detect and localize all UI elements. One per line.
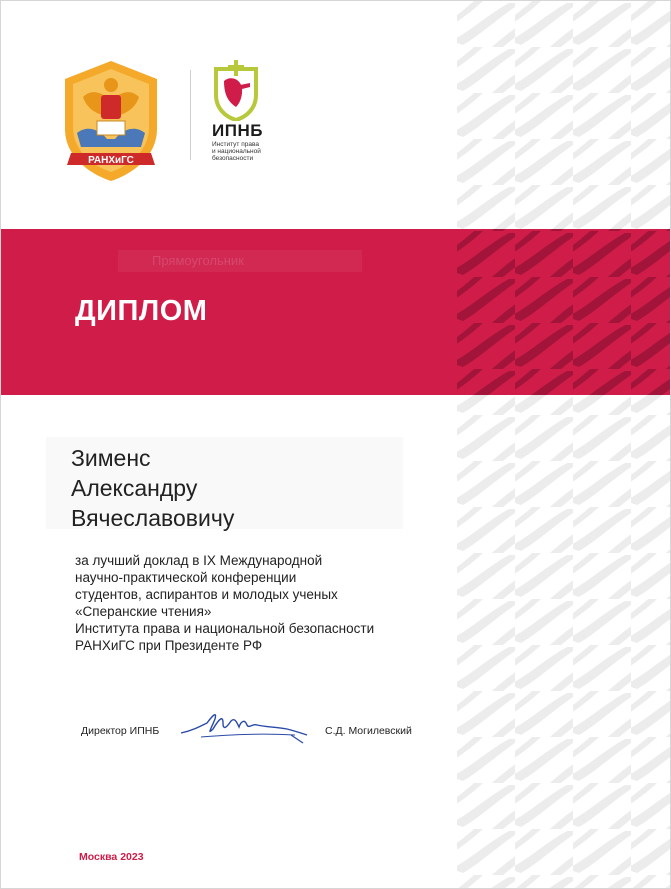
svg-text:РАНХиГС: РАНХиГС (88, 155, 134, 166)
ipnb-name: ИПНБ (212, 121, 263, 140)
description-line: студентов, аспирантов и молодых ученых (75, 587, 338, 602)
ipnb-subtitle-line: Институт права (212, 141, 259, 148)
recipient-name (71, 443, 234, 533)
award-description (75, 552, 374, 654)
recipient-line: Зименс (71, 445, 151, 471)
description-line: РАНХиГС при Президенте РФ (75, 638, 263, 653)
description-line: Института права и национальной безопасности (75, 621, 375, 636)
ranepa-emblem-icon (57, 55, 165, 185)
ghost-shape-label: Прямоугольник (118, 250, 362, 272)
signatory-name: С.Д. Могилевский (325, 725, 412, 737)
ipnb-shield-icon (210, 59, 262, 121)
description-line: научно-практической конференции (75, 570, 297, 585)
ipnb-subtitle (212, 141, 292, 162)
logo-divider (190, 70, 191, 160)
recipient-line: Вячеславовичу (71, 505, 235, 531)
diploma-title: ДИПЛОМ (75, 295, 208, 327)
ipnb-subtitle-line: безопасности (212, 155, 254, 162)
signature-label: Директор ИПНБ (81, 725, 160, 737)
ipnb-subtitle-line: и национальной (212, 148, 261, 155)
recipient-line: Александру (71, 475, 198, 501)
place-and-year: Москва 2023 (79, 851, 144, 863)
decorative-pattern (457, 1, 670, 888)
description-line: за лучший доклад в IX Международной (75, 553, 323, 568)
handwritten-signature-icon (177, 705, 311, 749)
description-line: «Сперанские чтения» (75, 604, 212, 619)
